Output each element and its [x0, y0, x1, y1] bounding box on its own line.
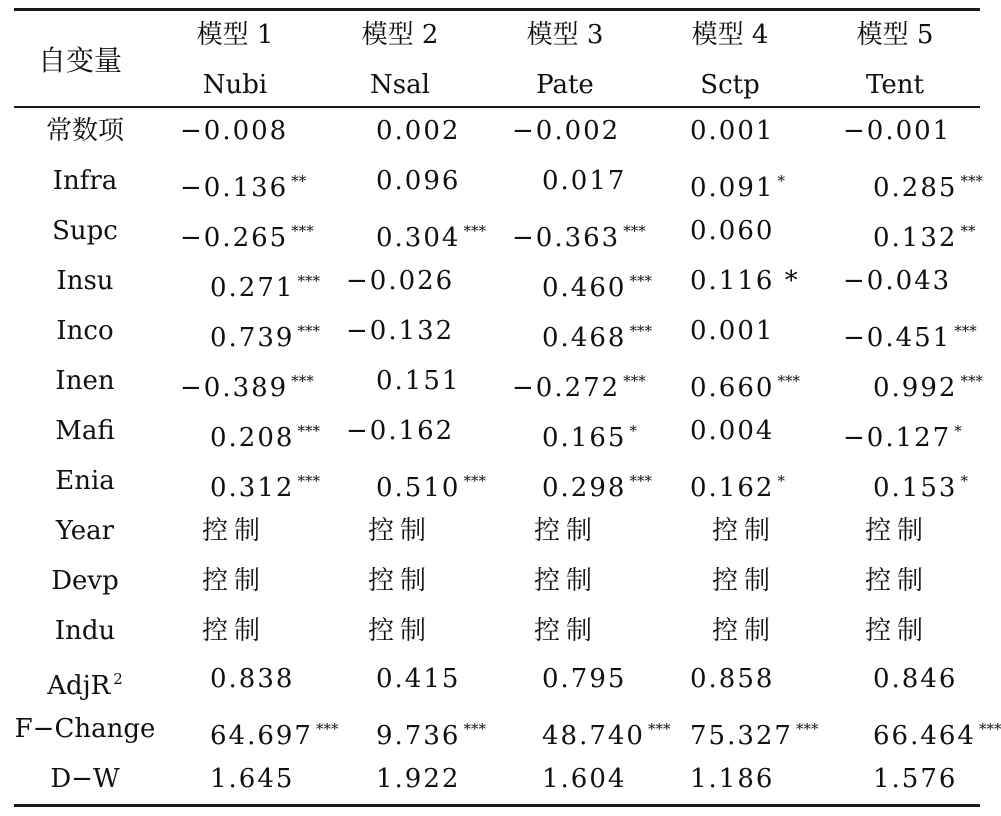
table-cell: −0.265 *** — [180, 222, 314, 253]
significance-stars: *** — [795, 720, 819, 738]
table-cell: 0.208 *** — [210, 422, 320, 453]
table-cell: −0.008 — [180, 116, 289, 146]
table-cell: 0.992 *** — [873, 372, 983, 403]
table-cell: 控制 — [202, 566, 267, 596]
dependent-variable: Sctp — [700, 70, 760, 100]
table-bottom-rule — [14, 804, 980, 807]
table-cell: 0.312 *** — [210, 472, 320, 503]
table-cell: 0.002 — [376, 116, 461, 146]
row-label: 常数项 — [45, 116, 124, 146]
table-cell: 控制 — [202, 616, 267, 646]
table-cell: 0.001 — [690, 116, 775, 146]
table-cell: 控制 — [865, 616, 930, 646]
row-label: Insu — [56, 266, 114, 296]
table-cell: 0.004 — [690, 416, 775, 446]
table-cell: −0.026 — [346, 266, 455, 296]
table-cell: −0.001 — [843, 116, 952, 146]
table-cell: 9.736 *** — [376, 720, 486, 751]
row-label-header: 自变量 — [38, 44, 123, 77]
table-cell: 0.415 — [376, 664, 461, 694]
significance-stars: *** — [623, 222, 646, 240]
table-top-rule — [14, 8, 980, 11]
table-cell: 1.922 — [376, 764, 461, 794]
table-cell: 64.697 *** — [210, 720, 339, 751]
table-cell: 控制 — [712, 516, 777, 546]
table-cell: 0.846 — [873, 664, 958, 694]
row-label: D−W — [50, 764, 120, 794]
table-cell: 0.116 * — [690, 266, 800, 296]
significance-stars: *** — [463, 720, 486, 738]
significance-stars: *** — [978, 720, 1001, 738]
table-cell: 48.740 *** — [542, 720, 671, 751]
table-cell: 1.645 — [210, 764, 295, 794]
significance-stars: *** — [629, 272, 652, 290]
table-cell: 控制 — [534, 616, 599, 646]
significance-stars: * — [629, 422, 637, 440]
table-cell: 75.327 *** — [690, 720, 819, 751]
row-label: Inen — [55, 366, 115, 396]
significance-stars: *** — [623, 372, 646, 390]
table-cell: 控制 — [712, 616, 777, 646]
model-name: 模型 1 — [196, 20, 274, 50]
table-cell: 0.838 — [210, 664, 295, 694]
table-cell: 0.739 *** — [210, 322, 320, 353]
table-cell: −0.272 *** — [512, 372, 646, 403]
table-cell: 控制 — [534, 516, 599, 546]
table-cell: 0.001 — [690, 316, 775, 346]
significance-stars: *** — [291, 372, 314, 390]
model-name: 模型 2 — [361, 20, 439, 50]
table-cell: 0.298 *** — [542, 472, 652, 503]
row-label: AdjR $^2$ — [47, 670, 123, 701]
table-cell: 1.186 — [690, 764, 775, 794]
table-cell: 控制 — [202, 516, 267, 546]
table-cell: 控制 — [712, 566, 777, 596]
table-cell: 控制 — [368, 616, 433, 646]
significance-stars: *** — [629, 322, 652, 340]
significance-stars: *** — [297, 272, 320, 290]
significance-stars: * — [960, 472, 968, 490]
significance-stars: ** — [291, 172, 307, 190]
dependent-variable: Nubi — [202, 70, 268, 100]
table-cell: 0.091 * — [690, 172, 785, 203]
table-cell: −0.043 — [843, 266, 952, 296]
row-label: Supc — [52, 216, 118, 246]
significance-stars: * — [954, 422, 962, 440]
table-cell: 控制 — [368, 566, 433, 596]
row-label: Mafi — [55, 416, 115, 446]
table-cell: 0.271 *** — [210, 272, 320, 303]
significance-stars: *** — [297, 322, 320, 340]
significance-stars: *** — [960, 372, 983, 390]
row-label: Indu — [54, 616, 116, 646]
table-cell: 0.660 *** — [690, 372, 800, 403]
significance-stars: *** — [954, 322, 977, 340]
table-cell: −0.132 — [346, 316, 455, 346]
table-cell: −0.389 *** — [180, 372, 314, 403]
table-cell: 0.162 * — [690, 472, 785, 503]
significance-stars: *** — [291, 222, 314, 240]
table-cell: 0.153 * — [873, 472, 968, 503]
table-header-rule — [14, 106, 980, 108]
table-cell: −0.363 *** — [512, 222, 646, 253]
table-cell: −0.127 * — [843, 422, 962, 453]
table-cell: 0.468 *** — [542, 322, 652, 353]
table-cell: 0.151 — [376, 366, 461, 396]
significance-stars: *** — [297, 472, 320, 490]
table-cell: −0.002 — [512, 116, 621, 146]
dependent-variable: Pate — [536, 70, 594, 100]
row-label: Devp — [51, 566, 119, 596]
dependent-variable: Nsal — [370, 70, 430, 100]
table-cell: 66.464 *** — [873, 720, 1001, 751]
row-label: F−Change — [14, 714, 156, 744]
row-label: Year — [55, 516, 115, 546]
table-cell: 0.285 *** — [873, 172, 983, 203]
significance-stars: *** — [647, 720, 671, 738]
dependent-variable: Tent — [866, 70, 924, 100]
table-cell: −0.162 — [346, 416, 455, 446]
table-cell: 控制 — [865, 516, 930, 546]
table-cell: 控制 — [368, 516, 433, 546]
significance-stars: *** — [777, 372, 800, 390]
row-label-superscript: 2 — [113, 670, 123, 688]
table-cell: 0.132 ** — [873, 222, 976, 253]
significance-stars: *** — [463, 222, 486, 240]
table-cell: 0.017 — [542, 166, 627, 196]
table-cell: −0.451 *** — [843, 322, 977, 353]
row-label: Enia — [55, 466, 115, 496]
table-cell: 控制 — [865, 566, 930, 596]
model-name: 模型 5 — [856, 20, 934, 50]
significance-stars: ** — [960, 222, 976, 240]
table-cell: 1.604 — [542, 764, 627, 794]
table-cell: −0.136 ** — [180, 172, 307, 203]
significance-stars: *** — [297, 422, 320, 440]
table-cell: 0.795 — [542, 664, 627, 694]
row-label: Infra — [52, 166, 118, 196]
model-name: 模型 3 — [526, 20, 604, 50]
table-cell: 1.576 — [873, 764, 958, 794]
table-cell: 0.304 *** — [376, 222, 486, 253]
significance-stars: *** — [463, 472, 486, 490]
table-cell: 0.510 *** — [376, 472, 486, 503]
significance-stars: * — [777, 172, 785, 190]
significance-stars: *** — [960, 172, 983, 190]
significance-stars: *** — [629, 472, 652, 490]
table-cell: 0.858 — [690, 664, 775, 694]
significance-stars: *** — [315, 720, 339, 738]
table-cell: 控制 — [534, 566, 599, 596]
table-cell: 0.165 * — [542, 422, 637, 453]
row-label: Inco — [56, 316, 114, 346]
significance-stars: * — [777, 472, 785, 490]
table-cell: 0.060 — [690, 216, 775, 246]
table-cell: 0.460 *** — [542, 272, 652, 303]
table-cell: 0.096 — [376, 166, 461, 196]
model-name: 模型 4 — [691, 20, 769, 50]
